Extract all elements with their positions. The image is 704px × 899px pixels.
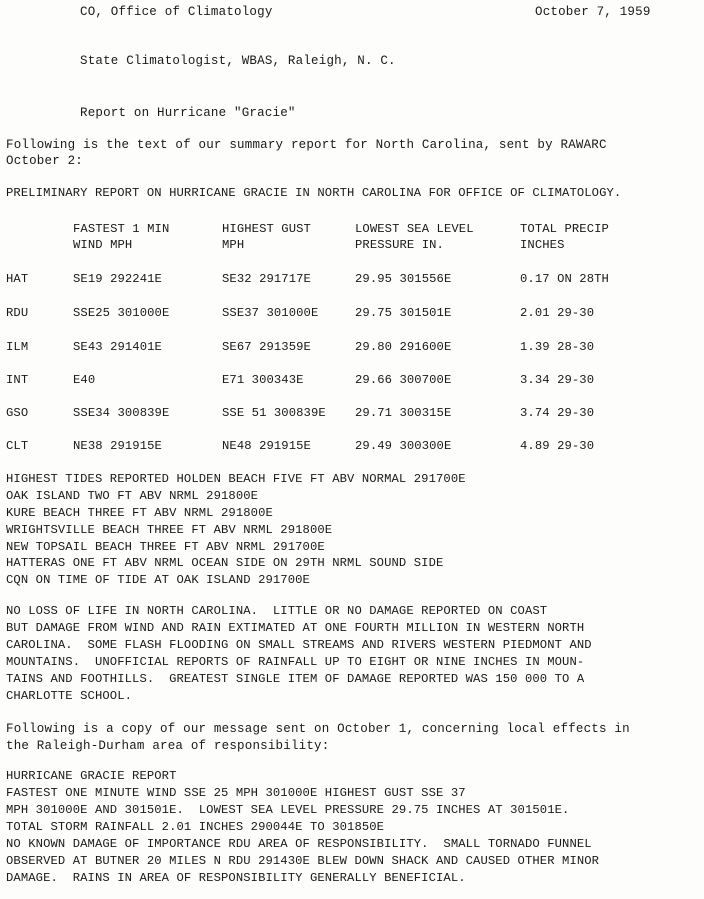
station-cell: HAT [6,272,29,286]
local-report-line: DAMAGE. RAINS IN AREA OF RESPONSIBILITY GENERALLY BENEFICIAL. [6,871,466,885]
local-report-line: FASTEST ONE MINUTE WIND SSE 25 MPH 301000E HIGHEST GUST SSE 37 [6,786,466,800]
document-date: October 7, 1959 [535,5,651,19]
precip-cell: 3.34 29-30 [520,373,595,387]
column-header: WIND MPH [73,238,133,252]
gust-cell: SE67 291359E [222,340,311,354]
table-row [0,439,704,455]
station-cell: CLT [6,439,29,453]
local-report-line: MPH 301000E AND 301501E. LOWEST SEA LEVEL PRESSURE 29.75 INCHES AT 301501E. [6,803,570,817]
precip-cell: 0.17 ON 28TH [520,272,609,286]
precip-cell: 3.74 29-30 [520,406,595,420]
wind-cell: SE19 292241E [73,272,162,286]
recipient-line: CO, Office of Climatology [80,5,273,19]
damage-line: CHARLOTTE SCHOOL. [6,689,133,703]
table-row [0,406,704,422]
gust-cell: SE32 291717E [222,272,311,286]
precip-cell: 2.01 29-30 [520,306,595,320]
subject-line: Report on Hurricane "Gracie" [80,106,296,120]
wind-cell: SSE34 300839E [73,406,170,420]
wind-cell: SE43 291401E [73,340,162,354]
precip-cell: 4.89 29-30 [520,439,595,453]
wind-cell: E40 [73,373,96,387]
station-cell: RDU [6,306,29,320]
local-report-line: HURRICANE GRACIE REPORT [6,769,177,783]
gust-cell: SSE37 301000E [222,306,319,320]
wind-cell: NE38 291915E [73,439,162,453]
wind-cell: SSE25 301000E [73,306,170,320]
local-report-line: OBSERVED AT BUTNER 20 MILES N RDU 291430E BLEW DOWN SHACK AND CAUSED OTHER MINOR [6,854,600,868]
preliminary-report-title: PRELIMINARY REPORT ON HURRICANE GRACIE IN NORTH CAROLINA FOR OFFICE OF CLIMATOLOGY. [6,186,622,200]
gust-cell: E71 300343E [222,373,304,387]
damage-line: NO LOSS OF LIFE IN NORTH CAROLINA. LITTLE OR NO DAMAGE REPORTED ON COAST [6,604,548,618]
column-header: HIGHEST GUST [222,222,311,236]
column-header: FASTEST 1 MIN [73,222,170,236]
pressure-cell: 29.75 301501E [355,306,452,320]
table-row [0,306,704,322]
tide-line: WRIGHTSVILLE BEACH THREE FT ABV NRML 291800E [6,523,333,537]
tide-line: HIGHEST TIDES REPORTED HOLDEN BEACH FIVE FT ABV NORMAL 291700E [6,472,466,486]
column-header: MPH [222,238,245,252]
copy-intro-line: Following is a copy of our message sent on October 1, concerning local effects in [6,722,630,736]
pressure-cell: 29.80 291600E [355,340,452,354]
table-row [0,373,704,389]
station-cell: ILM [6,340,29,354]
pressure-cell: 29.71 300315E [355,406,452,420]
tide-line: HATTERAS ONE FT ABV NRML OCEAN SIDE ON 29TH NRML SOUND SIDE [6,556,444,570]
tide-line: KURE BEACH THREE FT ABV NRML 291800E [6,506,273,520]
station-cell: INT [6,373,29,387]
damage-line: CAROLINA. SOME FLASH FLOODING ON SMALL STREAMS AND RIVERS WESTERN PIEDMONT AND [6,638,592,652]
tide-line: OAK ISLAND TWO FT ABV NRML 291800E [6,489,259,503]
precip-cell: 1.39 28-30 [520,340,595,354]
column-header: LOWEST SEA LEVEL [355,222,474,236]
pressure-cell: 29.49 300300E [355,439,452,453]
damage-line: TAINS AND FOOTHILLS. GREATEST SINGLE ITEM OF DAMAGE REPORTED WAS 150 000 TO A [6,672,585,686]
damage-line: BUT DAMAGE FROM WIND AND RAIN EXTIMATED AT ONE FOURTH MILLION IN WESTERN NORTH [6,621,585,635]
station-cell: GSO [6,406,29,420]
gust-cell: SSE 51 300839E [222,406,326,420]
copy-intro-line: the Raleigh-Durham area of responsibility: [6,739,330,753]
intro-line: Following is the text of our summary report for North Carolina, sent by RAWARC [6,138,607,152]
gust-cell: NE48 291915E [222,439,311,453]
local-report-line: TOTAL STORM RAINFALL 2.01 INCHES 290044E TO 301850E [6,820,385,834]
tide-line: NEW TOPSAIL BEACH THREE FT ABV NRML 291700E [6,540,325,554]
column-header: PRESSURE IN. [355,238,444,252]
tide-line: CQN ON TIME OF TIDE AT OAK ISLAND 291700E [6,573,310,587]
table-row [0,340,704,356]
table-row [0,272,704,288]
column-header: TOTAL PRECIP [520,222,609,236]
local-report-line: NO KNOWN DAMAGE OF IMPORTANCE RDU AREA OF RESPONSIBILITY. SMALL TORNADO FUNNEL [6,837,592,851]
sender-line: State Climatologist, WBAS, Raleigh, N. C. [80,54,396,68]
pressure-cell: 29.95 301556E [355,272,452,286]
intro-line: October 2: [6,154,84,168]
damage-line: MOUNTAINS. UNOFFICIAL REPORTS OF RAINFALL UP TO EIGHT OR NINE INCHES IN MOUN- [6,655,585,669]
column-header: INCHES [520,238,565,252]
pressure-cell: 29.66 300700E [355,373,452,387]
